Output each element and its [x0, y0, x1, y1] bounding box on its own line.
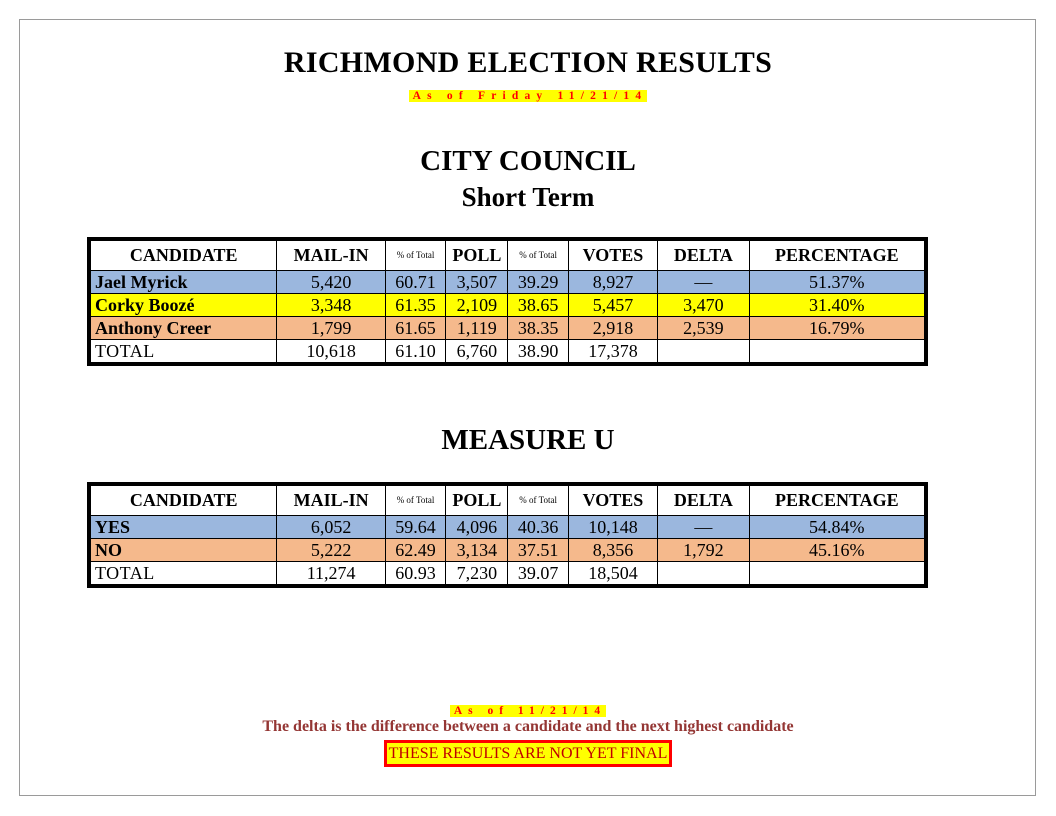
mail-pct-cell: 60.93	[385, 561, 445, 586]
poll-cell: 3,507	[446, 270, 508, 293]
not-final-notice	[0, 740, 1056, 767]
col-header-mail-pct: % of Total	[385, 239, 445, 270]
poll-cell: 6,760	[446, 339, 508, 364]
mail-pct-cell: 60.71	[385, 270, 445, 293]
col-header-mail-in: MAIL-IN	[277, 484, 386, 515]
mail-in-cell: 1,799	[277, 316, 386, 339]
mail-pct-cell: 61.65	[385, 316, 445, 339]
votes-cell: 10,148	[568, 515, 657, 538]
table-row	[89, 316, 926, 339]
poll-cell: 3,134	[446, 538, 508, 561]
col-header-delta: DELTA	[658, 484, 749, 515]
col-header-delta: DELTA	[658, 239, 749, 270]
poll-cell: 2,109	[446, 293, 508, 316]
table-header-row	[89, 484, 926, 515]
delta-cell: —	[658, 515, 749, 538]
col-header-poll-pct: % of Total	[508, 484, 568, 515]
council-title: CITY COUNCIL	[420, 145, 636, 177]
table-header-row	[89, 239, 926, 270]
mail-in-cell: 3,348	[277, 293, 386, 316]
delta-note: The delta is the difference between a candidate and the next highest candidate	[262, 718, 794, 735]
page-title: RICHMOND ELECTION RESULTS	[283, 46, 773, 79]
percentage-cell: 51.37%	[749, 270, 926, 293]
candidate-name: Anthony Creer	[89, 316, 277, 339]
col-header-mail-pct: % of Total	[385, 484, 445, 515]
delta-cell: 1,792	[658, 538, 749, 561]
delta-cell: 2,539	[658, 316, 749, 339]
poll-pct-cell: 39.07	[508, 561, 568, 586]
as-of-date-label: As of Friday 11/21/14	[409, 90, 648, 102]
not-final-label: THESE RESULTS ARE NOT YET FINAL	[384, 740, 673, 767]
delta-cell	[658, 561, 749, 586]
votes-cell: 17,378	[568, 339, 657, 364]
delta-cell: 3,470	[658, 293, 749, 316]
poll-pct-cell: 39.29	[508, 270, 568, 293]
poll-pct-cell: 38.35	[508, 316, 568, 339]
poll-pct-cell: 38.90	[508, 339, 568, 364]
col-header-percentage: PERCENTAGE	[749, 484, 926, 515]
candidate-name: NO	[89, 538, 277, 561]
poll-cell: 4,096	[446, 515, 508, 538]
mail-in-cell: 6,052	[277, 515, 386, 538]
table-row	[89, 293, 926, 316]
candidate-name: Corky Boozé	[89, 293, 277, 316]
poll-cell: 1,119	[446, 316, 508, 339]
footer-as-of-label: As of 11/21/14	[450, 705, 606, 717]
col-header-mail-in: MAIL-IN	[277, 239, 386, 270]
votes-cell: 8,356	[568, 538, 657, 561]
total-row	[89, 339, 926, 364]
total-row	[89, 561, 926, 586]
mail-pct-cell: 59.64	[385, 515, 445, 538]
col-header-poll: POLL	[446, 484, 508, 515]
percentage-cell: 54.84%	[749, 515, 926, 538]
candidate-name: Jael Myrick	[89, 270, 277, 293]
total-label: TOTAL	[89, 339, 277, 364]
mail-pct-cell: 61.35	[385, 293, 445, 316]
footer-as-of	[0, 701, 1056, 719]
mail-pct-cell: 61.10	[385, 339, 445, 364]
delta-cell	[658, 339, 749, 364]
col-header-candidate: CANDIDATE	[89, 239, 277, 270]
measure-results-table	[87, 482, 928, 588]
col-header-votes: VOTES	[568, 239, 657, 270]
table-row	[89, 538, 926, 561]
col-header-poll: POLL	[446, 239, 508, 270]
mail-pct-cell: 62.49	[385, 538, 445, 561]
percentage-cell	[749, 561, 926, 586]
page-border	[19, 19, 1036, 796]
delta-cell: —	[658, 270, 749, 293]
percentage-cell: 45.16%	[749, 538, 926, 561]
votes-cell: 2,918	[568, 316, 657, 339]
candidate-name: YES	[89, 515, 277, 538]
mail-in-cell: 5,222	[277, 538, 386, 561]
percentage-cell: 16.79%	[749, 316, 926, 339]
table-row	[89, 270, 926, 293]
percentage-cell: 31.40%	[749, 293, 926, 316]
poll-pct-cell: 37.51	[508, 538, 568, 561]
votes-cell: 18,504	[568, 561, 657, 586]
measure-title: MEASURE U	[441, 424, 615, 456]
mail-in-cell: 11,274	[277, 561, 386, 586]
col-header-percentage: PERCENTAGE	[749, 239, 926, 270]
council-subtitle: Short Term	[461, 182, 595, 212]
mail-in-cell: 10,618	[277, 339, 386, 364]
col-header-candidate: CANDIDATE	[89, 484, 277, 515]
col-header-poll-pct: % of Total	[508, 239, 568, 270]
council-results-table	[87, 237, 928, 366]
poll-pct-cell: 38.65	[508, 293, 568, 316]
poll-cell: 7,230	[446, 561, 508, 586]
percentage-cell	[749, 339, 926, 364]
as-of-date	[0, 86, 1056, 104]
table-row	[89, 515, 926, 538]
total-label: TOTAL	[89, 561, 277, 586]
votes-cell: 8,927	[568, 270, 657, 293]
col-header-votes: VOTES	[568, 484, 657, 515]
votes-cell: 5,457	[568, 293, 657, 316]
mail-in-cell: 5,420	[277, 270, 386, 293]
poll-pct-cell: 40.36	[508, 515, 568, 538]
